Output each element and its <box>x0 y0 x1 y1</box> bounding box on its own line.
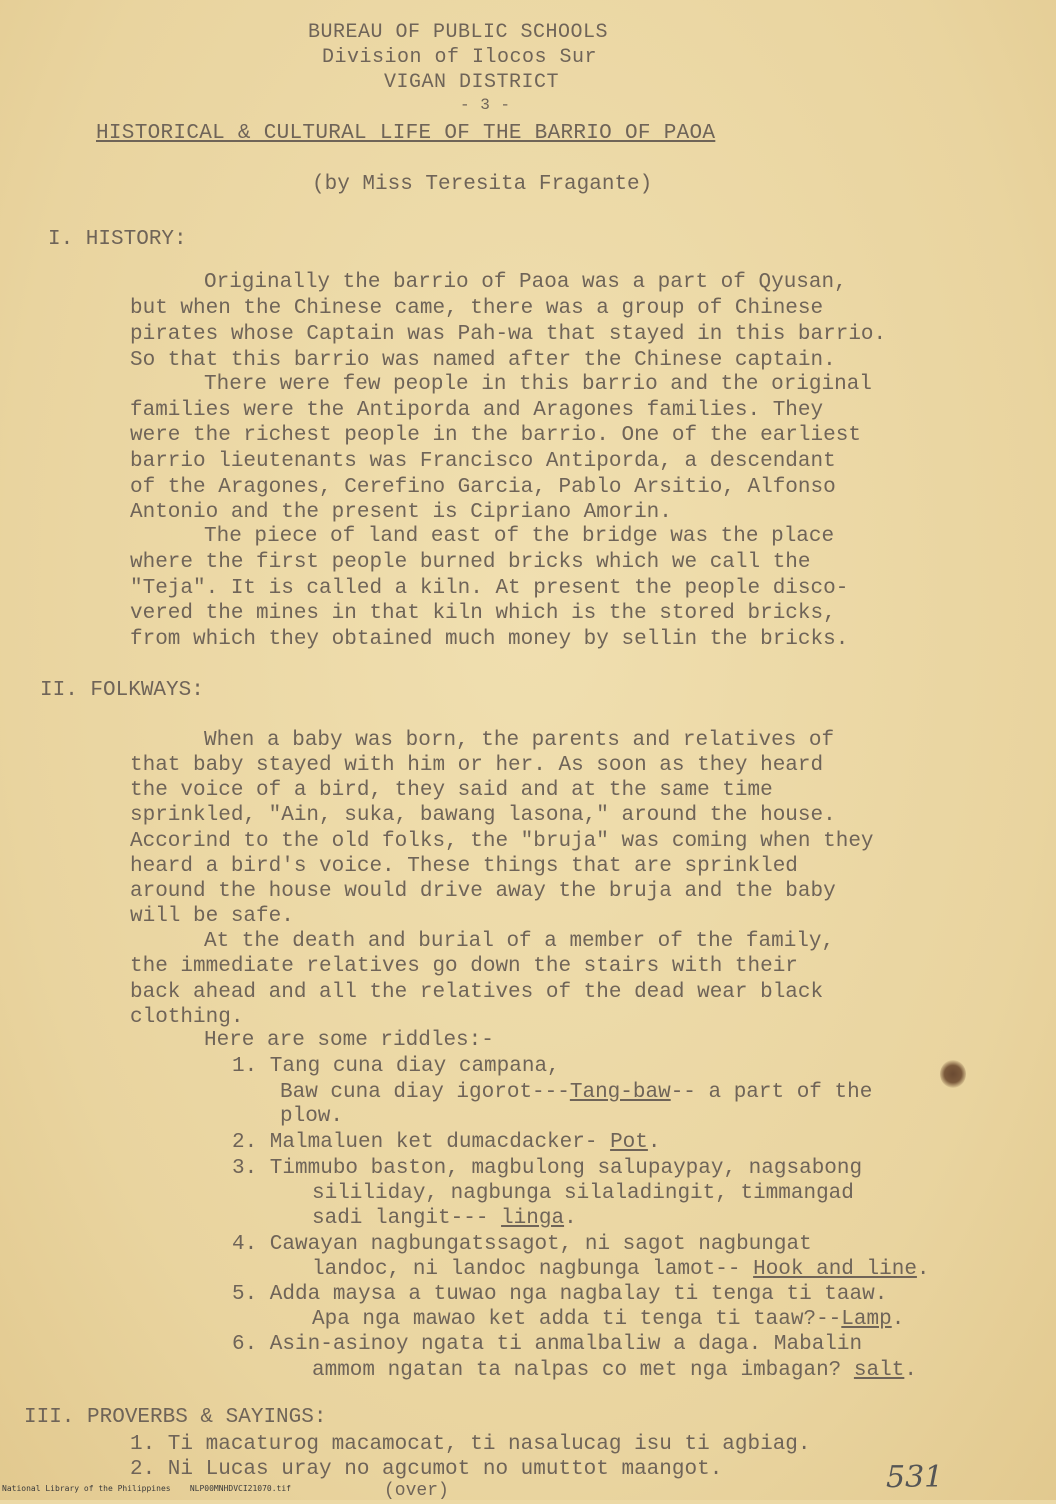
riddle-1-line: Baw cuna diay igorot---Tang-baw-- a part of the <box>280 1081 873 1104</box>
section-history-heading: I. HISTORY: <box>48 228 187 251</box>
folkways-line: At the death and burial of a member of the family, <box>204 930 835 953</box>
riddle-6-line: ammom ngatan ta nalpas co met nga imbagan? salt. <box>312 1359 917 1382</box>
riddles-intro: Here are some riddles:- <box>204 1029 494 1052</box>
history-line: barrio lieutenants was Francisco Antiporda, a descendant <box>130 450 836 473</box>
history-line: Originally the barrio of Paoa was a part of Qyusan, <box>204 271 847 294</box>
riddle-1-answer: Tang-baw <box>569 1081 671 1104</box>
folkways-line: When a baby was born, the parents and relatives of <box>204 729 835 752</box>
history-line: pirates whose Captain was Pah-wa that stayed in this barrio. <box>130 323 887 346</box>
riddle-2-line: 2. Malmaluen ket dumacdacker- Pot. <box>232 1131 661 1154</box>
history-line: families were the Antiporda and Aragones families. They <box>130 399 824 422</box>
section-proverbs-heading: III. PROVERBS & SAYINGS: <box>24 1406 327 1429</box>
over-note: (over) <box>384 1481 449 1501</box>
riddle-3-line: sililiday, nagbunga silaladingit, timmangad <box>312 1182 854 1205</box>
document-author: (by Miss Teresita Fragante) <box>312 173 653 196</box>
riddle-5-answer: Lamp <box>841 1308 892 1331</box>
folkways-line: will be safe. <box>130 905 294 928</box>
riddle-1-line: 1. Tang cuna diay campana, <box>232 1055 560 1078</box>
history-line: There were few people in this barrio and the original <box>204 373 872 396</box>
history-line: So that this barrio was named after the Chinese captain. <box>130 349 836 372</box>
proverb-line: 2. Ni Lucas uray no agcumot no umuttot maangot. <box>130 1458 723 1481</box>
history-line: Antonio and the present is Cipriano Amorin. <box>130 501 672 524</box>
header-page-marker: - 3 - <box>460 96 511 114</box>
riddle-4-line: 4. Cawayan nagbungatssagot, ni sagot nagbungat <box>232 1233 812 1256</box>
riddle-3-line: sadi langit--- linga. <box>312 1207 577 1230</box>
riddle-6-answer: salt <box>853 1359 905 1382</box>
header-bureau: BUREAU OF PUBLIC SCHOOLS <box>308 21 609 44</box>
riddle-6-line: 6. Asin-asinoy ngata ti anmalbaliw a daga. Mabalin <box>232 1333 863 1356</box>
riddle-2-answer: Pot <box>610 1131 648 1154</box>
history-line: The piece of land east of the bridge was the place <box>204 525 835 548</box>
history-line: but when the Chinese came, there was a group of Chinese <box>130 297 824 320</box>
riddle-3-line: 3. Timmubo baston, magbulong salupaypay, nagsabong <box>232 1157 863 1180</box>
folkways-line: heard a bird's voice. These things that are sprinkled <box>130 855 798 878</box>
header-district: VIGAN DISTRICT <box>384 71 560 94</box>
history-line: vered the mines in that kiln which is the stored bricks, <box>130 602 836 625</box>
proverb-line: 1. Ti macaturog macamocat, ti nasalucag isu ti agbiag. <box>130 1433 811 1456</box>
history-line: "Teja". It is called a kiln. At present the people disco- <box>130 577 849 600</box>
ink-stain <box>940 1060 966 1088</box>
riddle-1-line: plow. <box>280 1105 344 1128</box>
handwritten-page-number: 531 <box>886 1460 944 1495</box>
folkways-line: the voice of a bird, they said and at the same time <box>130 779 773 802</box>
folkways-line: clothing. <box>130 1006 244 1029</box>
riddle-4-answer: Hook and line <box>753 1258 917 1281</box>
history-line: from which they obtained much money by sellin the bricks. <box>130 628 849 651</box>
history-line: were the richest people in the barrio. One of the earliest <box>130 424 861 447</box>
folkways-line: Accorind to the old folks, the "bruja" was coming when they <box>130 830 874 853</box>
riddle-5-line: 5. Adda maysa a tuwao nga nagbalay ti tenga ti taaw. <box>232 1283 888 1306</box>
header-division: Division of Ilocos Sur <box>322 46 598 69</box>
document-title: HISTORICAL & CULTURAL LIFE OF THE BARRIO OF PAOA <box>96 122 716 145</box>
history-line: of the Aragones, Cerefino Garcia, Pablo Arsitio, Alfonso <box>130 476 836 499</box>
folkways-line: back ahead and all the relatives of the dead wear black <box>130 981 824 1004</box>
folkways-line: the immediate relatives go down the stairs with their <box>130 955 798 978</box>
folkways-line: around the house would drive away the bruja and the baby <box>130 880 836 903</box>
folkways-line: that baby stayed with him or her. As soon as they heard <box>130 754 824 777</box>
archive-footer: National Library of the Philippines NLP00MNHDVCI21070.tif <box>2 1484 291 1493</box>
riddle-4-line: landoc, ni landoc nagbunga lamot-- Hook and line. <box>312 1258 930 1281</box>
folkways-line: sprinkled, "Ain, suka, bawang lasona," around the house. <box>130 804 836 827</box>
history-line: where the first people burned bricks which we call the <box>130 551 811 574</box>
riddle-3-answer: linga <box>501 1207 565 1230</box>
section-folkways-heading: II. FOLKWAYS: <box>40 679 204 702</box>
riddle-5-line: Apa nga mawao ket adda ti tenga ti taaw?--Lamp. <box>312 1308 905 1331</box>
